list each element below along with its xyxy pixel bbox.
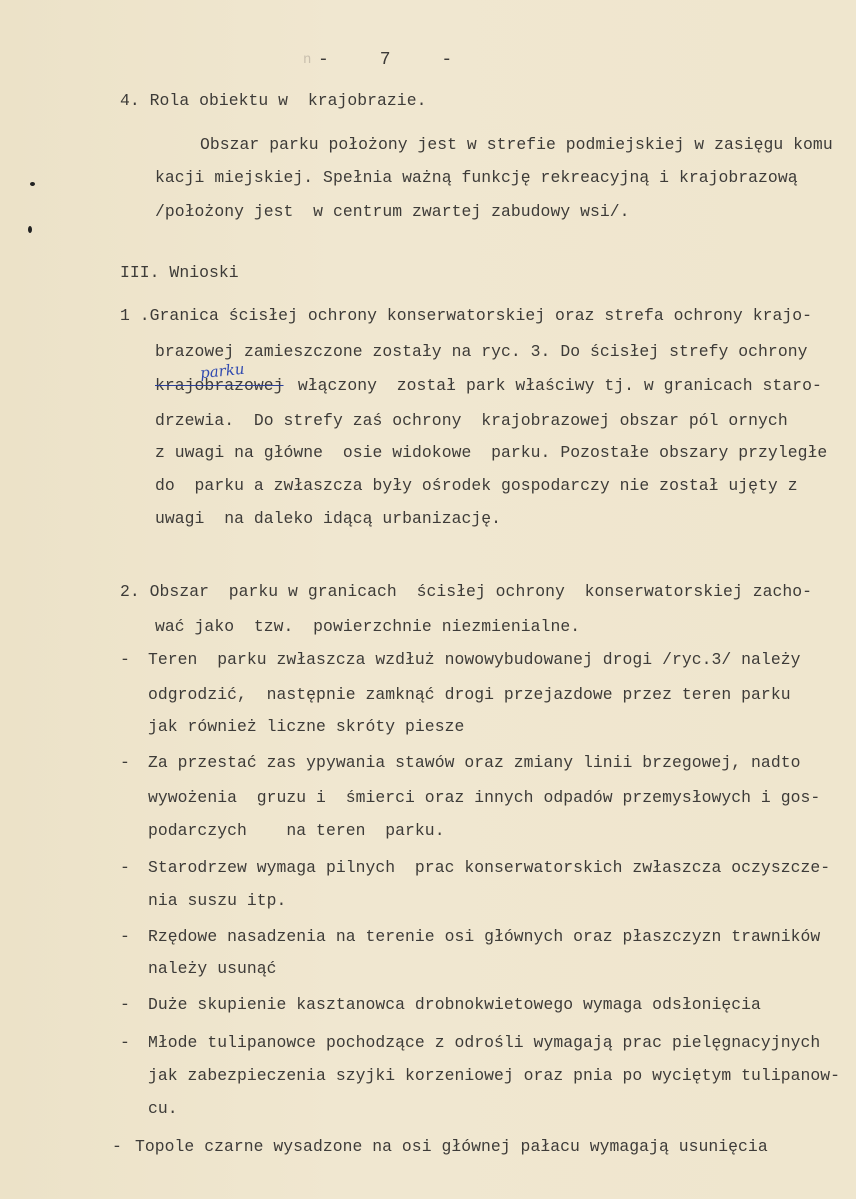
text-line: wać jako tzw. powierzchnie niezmienialne. [155,617,581,636]
struck-word: krajobrazowej [155,376,284,395]
bullet-line: podarczych na teren parku. [148,821,445,840]
text-line: kacji miejskiej. Spełnia ważną funkcję rekreacyjną i krajobrazową [155,168,798,187]
text-line: uwagi na daleko idącą urbanizację. [155,509,502,528]
punch-mark [28,226,32,233]
bullet-line: Duże skupienie kasztanowca drobnokwietowego wymaga odsłonięcia [148,995,761,1014]
bullet-marker: - [120,995,130,1014]
text-line: 2. Obszar parku w granicach ścisłej ochrony konserwatorskiej zacho- [120,582,813,601]
bullet-line: Topole czarne wysadzone na osi głównej pałacu wymagają usunięcia [135,1137,768,1156]
bullet-line: Starodrzew wymaga pilnych prac konserwatorskich zwłaszcza oczyszcze- [148,858,831,877]
bullet-marker: - [120,1033,130,1052]
bullet-line: wywożenia gruzu i śmierci oraz innych odpadów przemysłowych i gos- [148,788,821,807]
bullet-line: odgrodzić, następnie zamknąć drogi przejazdowe przez teren parku [148,685,791,704]
section-heading: III. Wnioski [120,263,239,282]
punch-mark [30,182,35,186]
bullet-marker: - [120,650,130,669]
section-heading: 4. Rola obiektu w krajobrazie. [120,91,427,110]
faint-mark: n [303,52,312,68]
text-line: Obszar parku położony jest w strefie podmiejskiej w zasięgu komu [200,135,833,154]
bullet-line: jak zabezpieczenia szyjki korzeniowej oraz pnia po wyciętym tulipanow- [148,1066,841,1085]
bullet-marker: - [120,858,130,877]
handwritten-correction: parku [199,359,246,383]
text-line: drzewia. Do strefy zaś ochrony krajobrazowej obszar pól ornych [155,411,788,430]
text-line: brazowej zamieszczone zostały na ryc. 3. Do ścisłej strefy ochrony [155,342,808,361]
bullet-line: cu. [148,1099,178,1118]
bullet-marker: - [112,1137,122,1156]
bullet-line: nia suszu itp. [148,891,287,910]
bullet-line: Teren parku zwłaszcza wzdłuż nowowybudowanej drogi /ryc.3/ należy [148,650,801,669]
page-number: - 7 - [318,50,453,70]
bullet-marker: - [120,753,130,772]
bullet-line: Rzędowe nasadzenia na terenie osi głównych oraz płaszczyzn trawników [148,927,821,946]
text-line: 1 .Granica ścisłej ochrony konserwatorskiej oraz strefa ochrony krajo- [120,306,813,325]
bullet-line: Młode tulipanowce pochodzące z odrośli wymagają prac pielęgnacyjnych [148,1033,821,1052]
text-line: włączony został park właściwy tj. w granicach staro- [288,376,822,395]
text-line: /położony jest w centrum zwartej zabudowy wsi/. [155,202,630,221]
text-line: do parku a zwłaszcza były ośrodek gospodarczy nie został ujęty z [155,476,798,495]
bullet-marker: - [120,927,130,946]
bullet-line: jak również liczne skróty piesze [148,717,465,736]
text-line: z uwagi na główne osie widokowe parku. Pozostałe obszary przyległe [155,443,828,462]
bullet-line: należy usunąć [148,959,277,978]
bullet-line: Za przestać zas ypywania stawów oraz zmiany linii brzegowej, nadto [148,753,801,772]
